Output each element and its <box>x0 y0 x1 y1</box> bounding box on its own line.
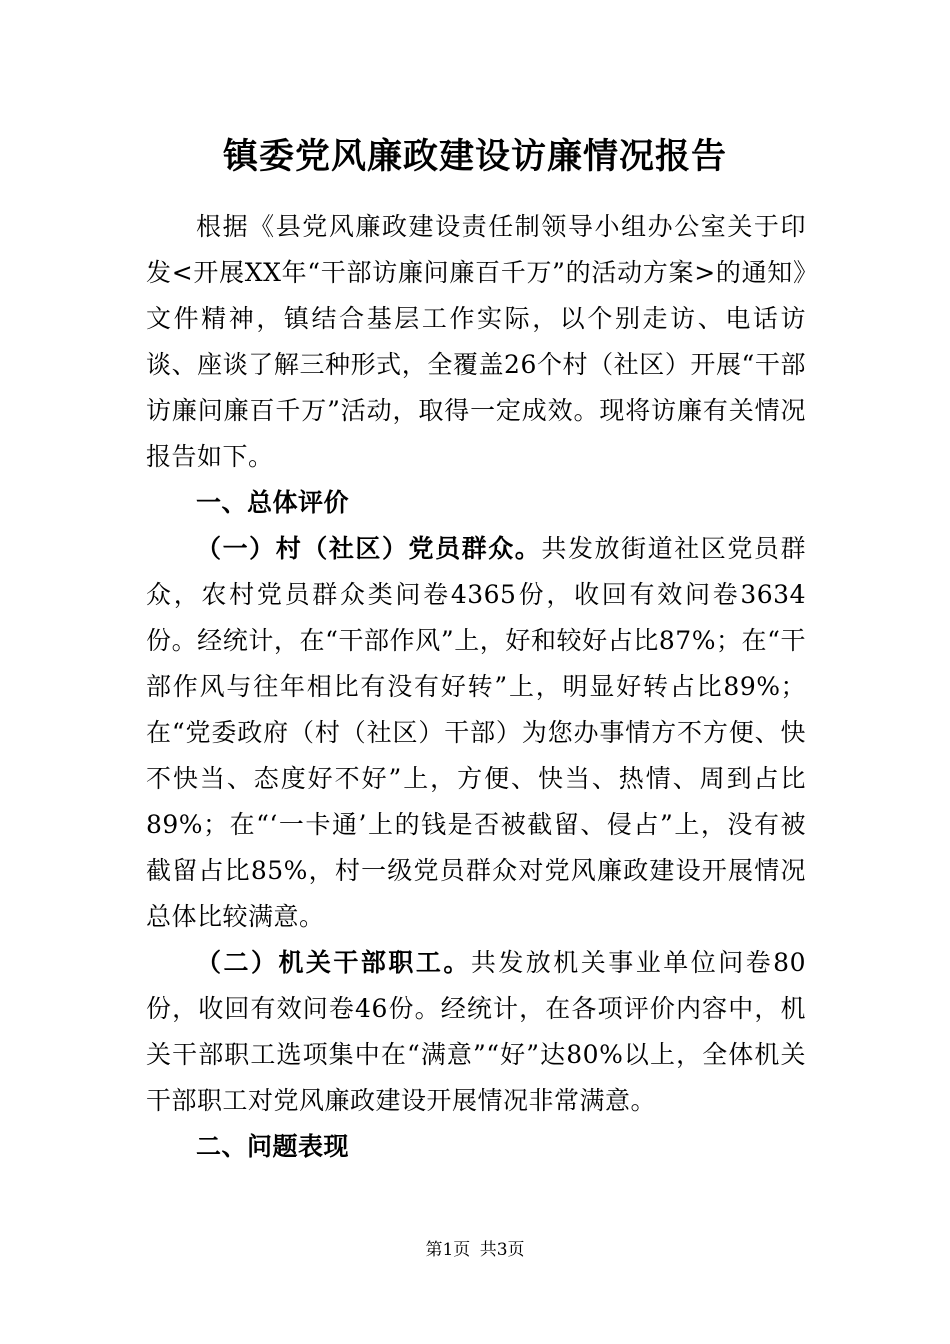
intro-paragraph: 根据《县党风廉政建设责任制领导小组办公室关于印发<开展XX年“干部访廉问廉百千万”的活动方案>的通知》文件精神，镇结合基层工作实际，以个别走访、电话访谈、座谈了解三种形式，全覆盖26个村（社区）开展“干部访廉问廉百千万”活动，取得一定成效。现将访廉有关情况报告如下。 <box>146 212 806 471</box>
subsection-government-staff <box>146 940 806 1124</box>
document-title: 镇委党风廉政建设访廉情况报告 <box>222 136 727 177</box>
subsection-lead: （一）村（社区）党员群众。 <box>196 534 542 563</box>
subsection-text: 共发放机关事业单位问卷80份，收回有效问卷46份。经统计，在各项评价内容中，机关干部职工选项集中在“满意”“好”达80%以上，全体机关干部职工对党风廉政建设开展情况非常满意。 <box>146 948 806 1115</box>
subsection-lead: （二）机关干部职工。 <box>196 948 471 977</box>
section-heading-problems: 二、问题表现 <box>196 1132 350 1161</box>
subsection-village-members <box>146 526 806 940</box>
section-heading-overall-evaluation: 一、总体评价 <box>196 488 350 517</box>
document-body <box>146 204 806 1170</box>
page-number-footer: 第1页 共3页 <box>425 1240 525 1260</box>
subsection-text: 共发放街道社区党员群众，农村党员群众类问卷4365份，收回有效问卷3634份。经统计，在“干部作风”上，好和较好占比87%；在“干部作风与往年相比有没有好转”上，明显好转占比89%；在“党委政府（村（社区）干部）为您办事情方不方便、快不快当、态度好不好”上，方便、快当、热情、周到占比89%；在“‘一卡通’上的钱是否被截留、侵占”上，没有被截留占比85%，村一级党员群众对党风廉政建设开展情况总体比较满意。 <box>146 534 806 931</box>
